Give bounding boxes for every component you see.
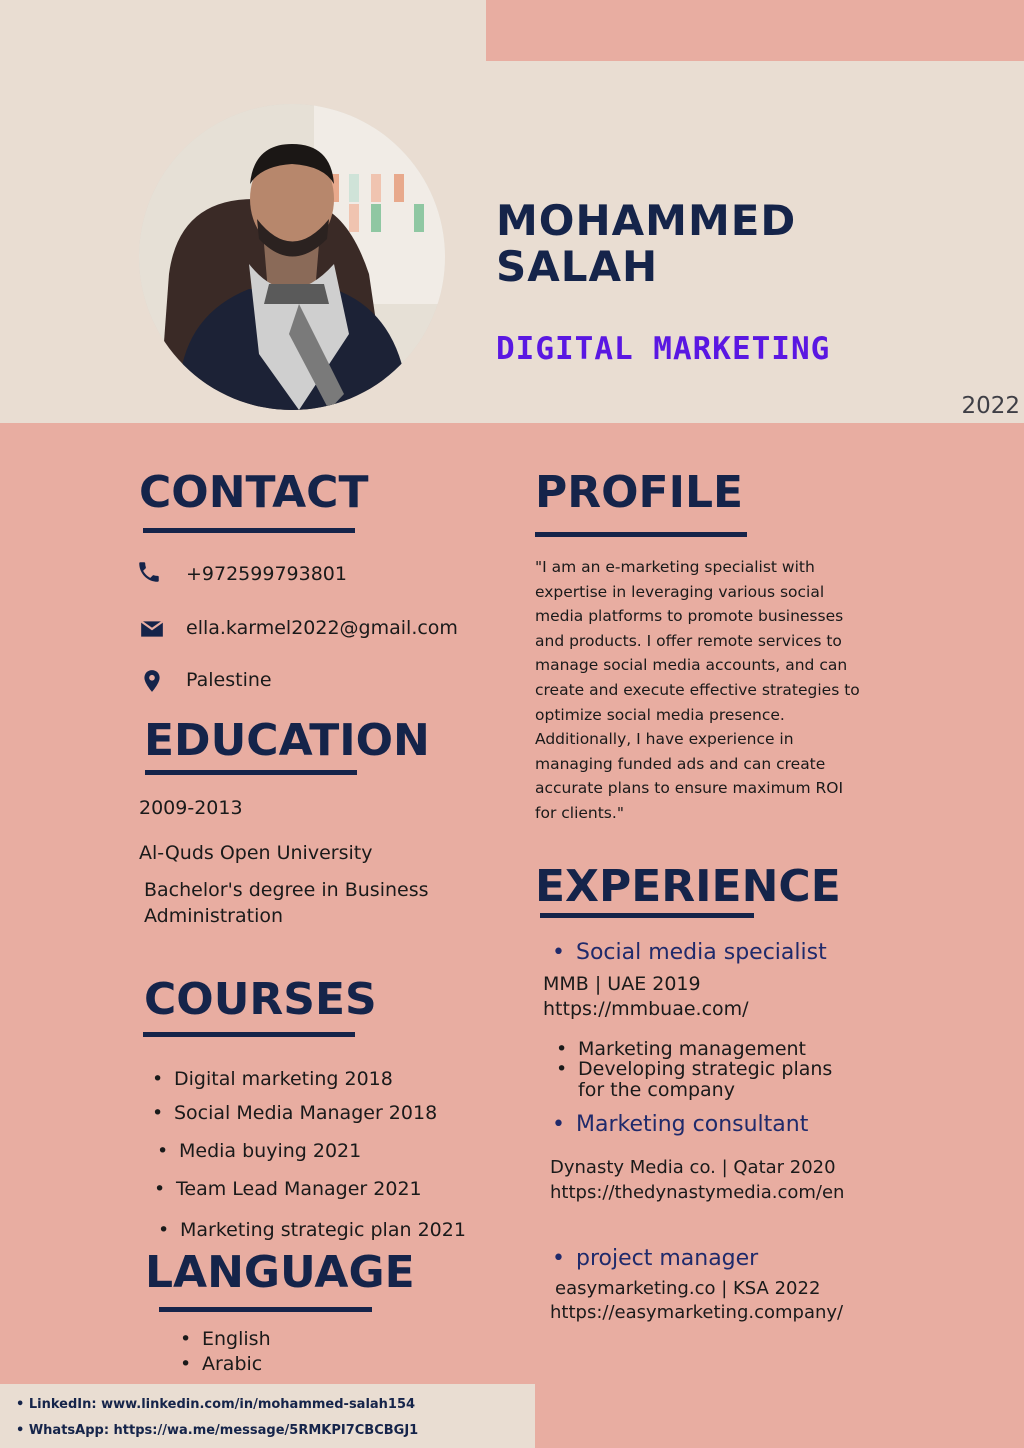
job-url[interactable]: https://thedynastymedia.com/en: [550, 1182, 845, 1203]
name-line-first: MOHAMMED: [496, 196, 797, 245]
phone-icon: [136, 559, 162, 585]
education-heading: EDUCATION: [144, 715, 430, 766]
education-school: Al-Quds Open University: [139, 842, 373, 864]
footer-whatsapp-link[interactable]: • WhatsApp: https://wa.me/message/5RMKPI7CBCBGJ1: [16, 1423, 419, 1438]
job-role: DIGITAL MARKETING: [496, 331, 831, 367]
profile-heading: PROFILE: [535, 467, 744, 518]
language-heading: LANGUAGE: [145, 1247, 415, 1298]
job-task: • Developing strategic plans: [578, 1058, 832, 1080]
top-accent-band: [486, 0, 1024, 61]
courses-heading-rule: [143, 1032, 355, 1037]
course-item: • Media buying 2021: [179, 1140, 361, 1162]
profile-heading-rule: [535, 532, 747, 537]
contact-phone[interactable]: +972599793801: [186, 563, 347, 585]
contact-heading-rule: [143, 528, 355, 533]
education-years: 2009-2013: [139, 797, 243, 819]
education-degree-line1: Bachelor's degree in Business: [144, 879, 429, 901]
course-item: • Digital marketing 2018: [174, 1068, 393, 1090]
job-title: • Social media specialist: [576, 940, 827, 965]
job-task: • Marketing management: [578, 1038, 806, 1060]
courses-heading: COURSES: [144, 974, 377, 1025]
job-company: MMB | UAE 2019: [543, 973, 701, 995]
education-heading-rule: [145, 770, 357, 775]
job-url[interactable]: https://easymarketing.company/: [550, 1302, 844, 1323]
profile-photo: [139, 104, 445, 410]
language-heading-rule: [159, 1307, 372, 1312]
language-item: • English: [202, 1328, 271, 1350]
map-pin-icon: [139, 668, 165, 694]
language-item: • Arabic: [202, 1353, 262, 1375]
experience-heading-rule: [540, 913, 754, 918]
envelope-icon: [139, 616, 165, 642]
course-item: • Marketing strategic plan 2021: [180, 1219, 466, 1241]
profile-summary: "I am an e-marketing specialist with expertise in leveraging various social media platforms to promote businesses and products. I offer remote services to manage social media accounts, and can create and execute effective strategies to optimize social media presence. Additionally, I have experience in managing funded ads and can create accurate plans to ensure maximum ROI for clients.": [535, 558, 860, 822]
contact-heading: CONTACT: [139, 467, 369, 518]
job-title: • project manager: [576, 1246, 758, 1271]
contact-location: Palestine: [186, 669, 272, 691]
resume-year: 2022: [961, 393, 1020, 419]
experience-heading: EXPERIENCE: [535, 861, 841, 912]
job-company: Dynasty Media co. | Qatar 2020: [550, 1157, 836, 1178]
name-line-last: SALAH: [496, 242, 659, 291]
job-task-continued: for the company: [578, 1079, 735, 1101]
course-item: • Social Media Manager 2018: [174, 1102, 437, 1124]
footer-links-panel: [0, 1384, 535, 1448]
course-item: • Team Lead Manager 2021: [176, 1178, 422, 1200]
job-title: • Marketing consultant: [576, 1112, 808, 1137]
full-name: [496, 198, 796, 290]
job-url[interactable]: https://mmbuae.com/: [543, 998, 749, 1020]
education-degree-line2: Administration: [144, 905, 284, 927]
footer-linkedin-link[interactable]: • LinkedIn: www.linkedin.com/in/mohammed-salah154: [16, 1397, 416, 1412]
profile-photo-illustration: [139, 104, 445, 410]
job-company: easymarketing.co | KSA 2022: [555, 1278, 821, 1299]
contact-email[interactable]: ella.karmel2022@gmail.com: [186, 617, 458, 639]
